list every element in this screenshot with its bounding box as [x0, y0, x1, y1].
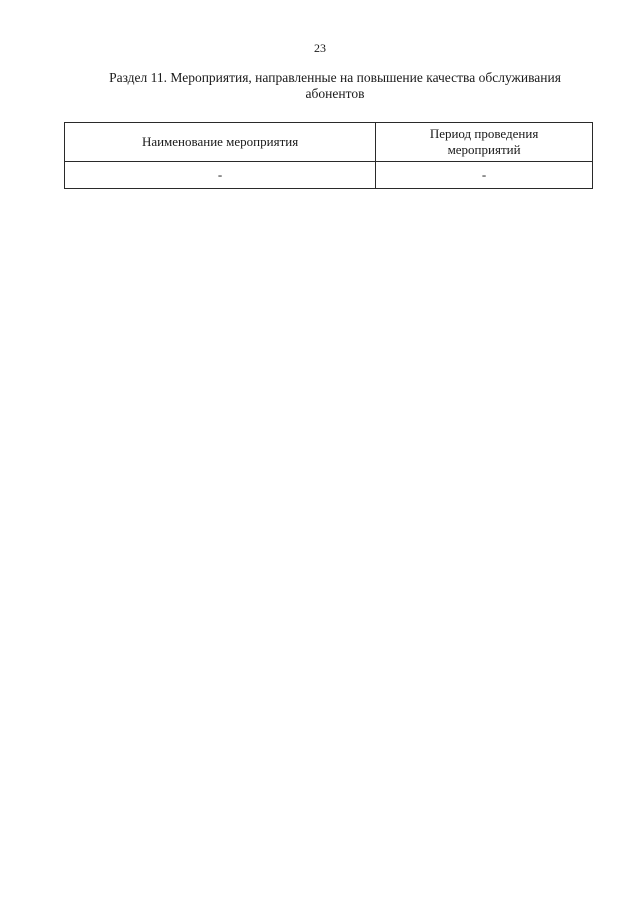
- header-measure-period: [376, 123, 593, 162]
- page-number: 23: [314, 41, 326, 55]
- cell-measure-period: -: [376, 162, 593, 189]
- section-title-line-1: Раздел 11. Мероприятия, направленные на повышение качества обслуживания: [109, 70, 561, 85]
- table-header-row: [65, 123, 593, 162]
- section-title-line-2: абонентов: [305, 86, 365, 101]
- header-measure-name: Наименование мероприятия: [65, 123, 376, 162]
- header-period-line-1: Период проведения: [429, 126, 539, 141]
- table-row: [65, 162, 593, 189]
- header-period-line-2: мероприятий: [447, 142, 521, 157]
- section-title: [70, 70, 600, 102]
- cell-measure-name: -: [65, 162, 376, 189]
- measures-table: [64, 122, 593, 189]
